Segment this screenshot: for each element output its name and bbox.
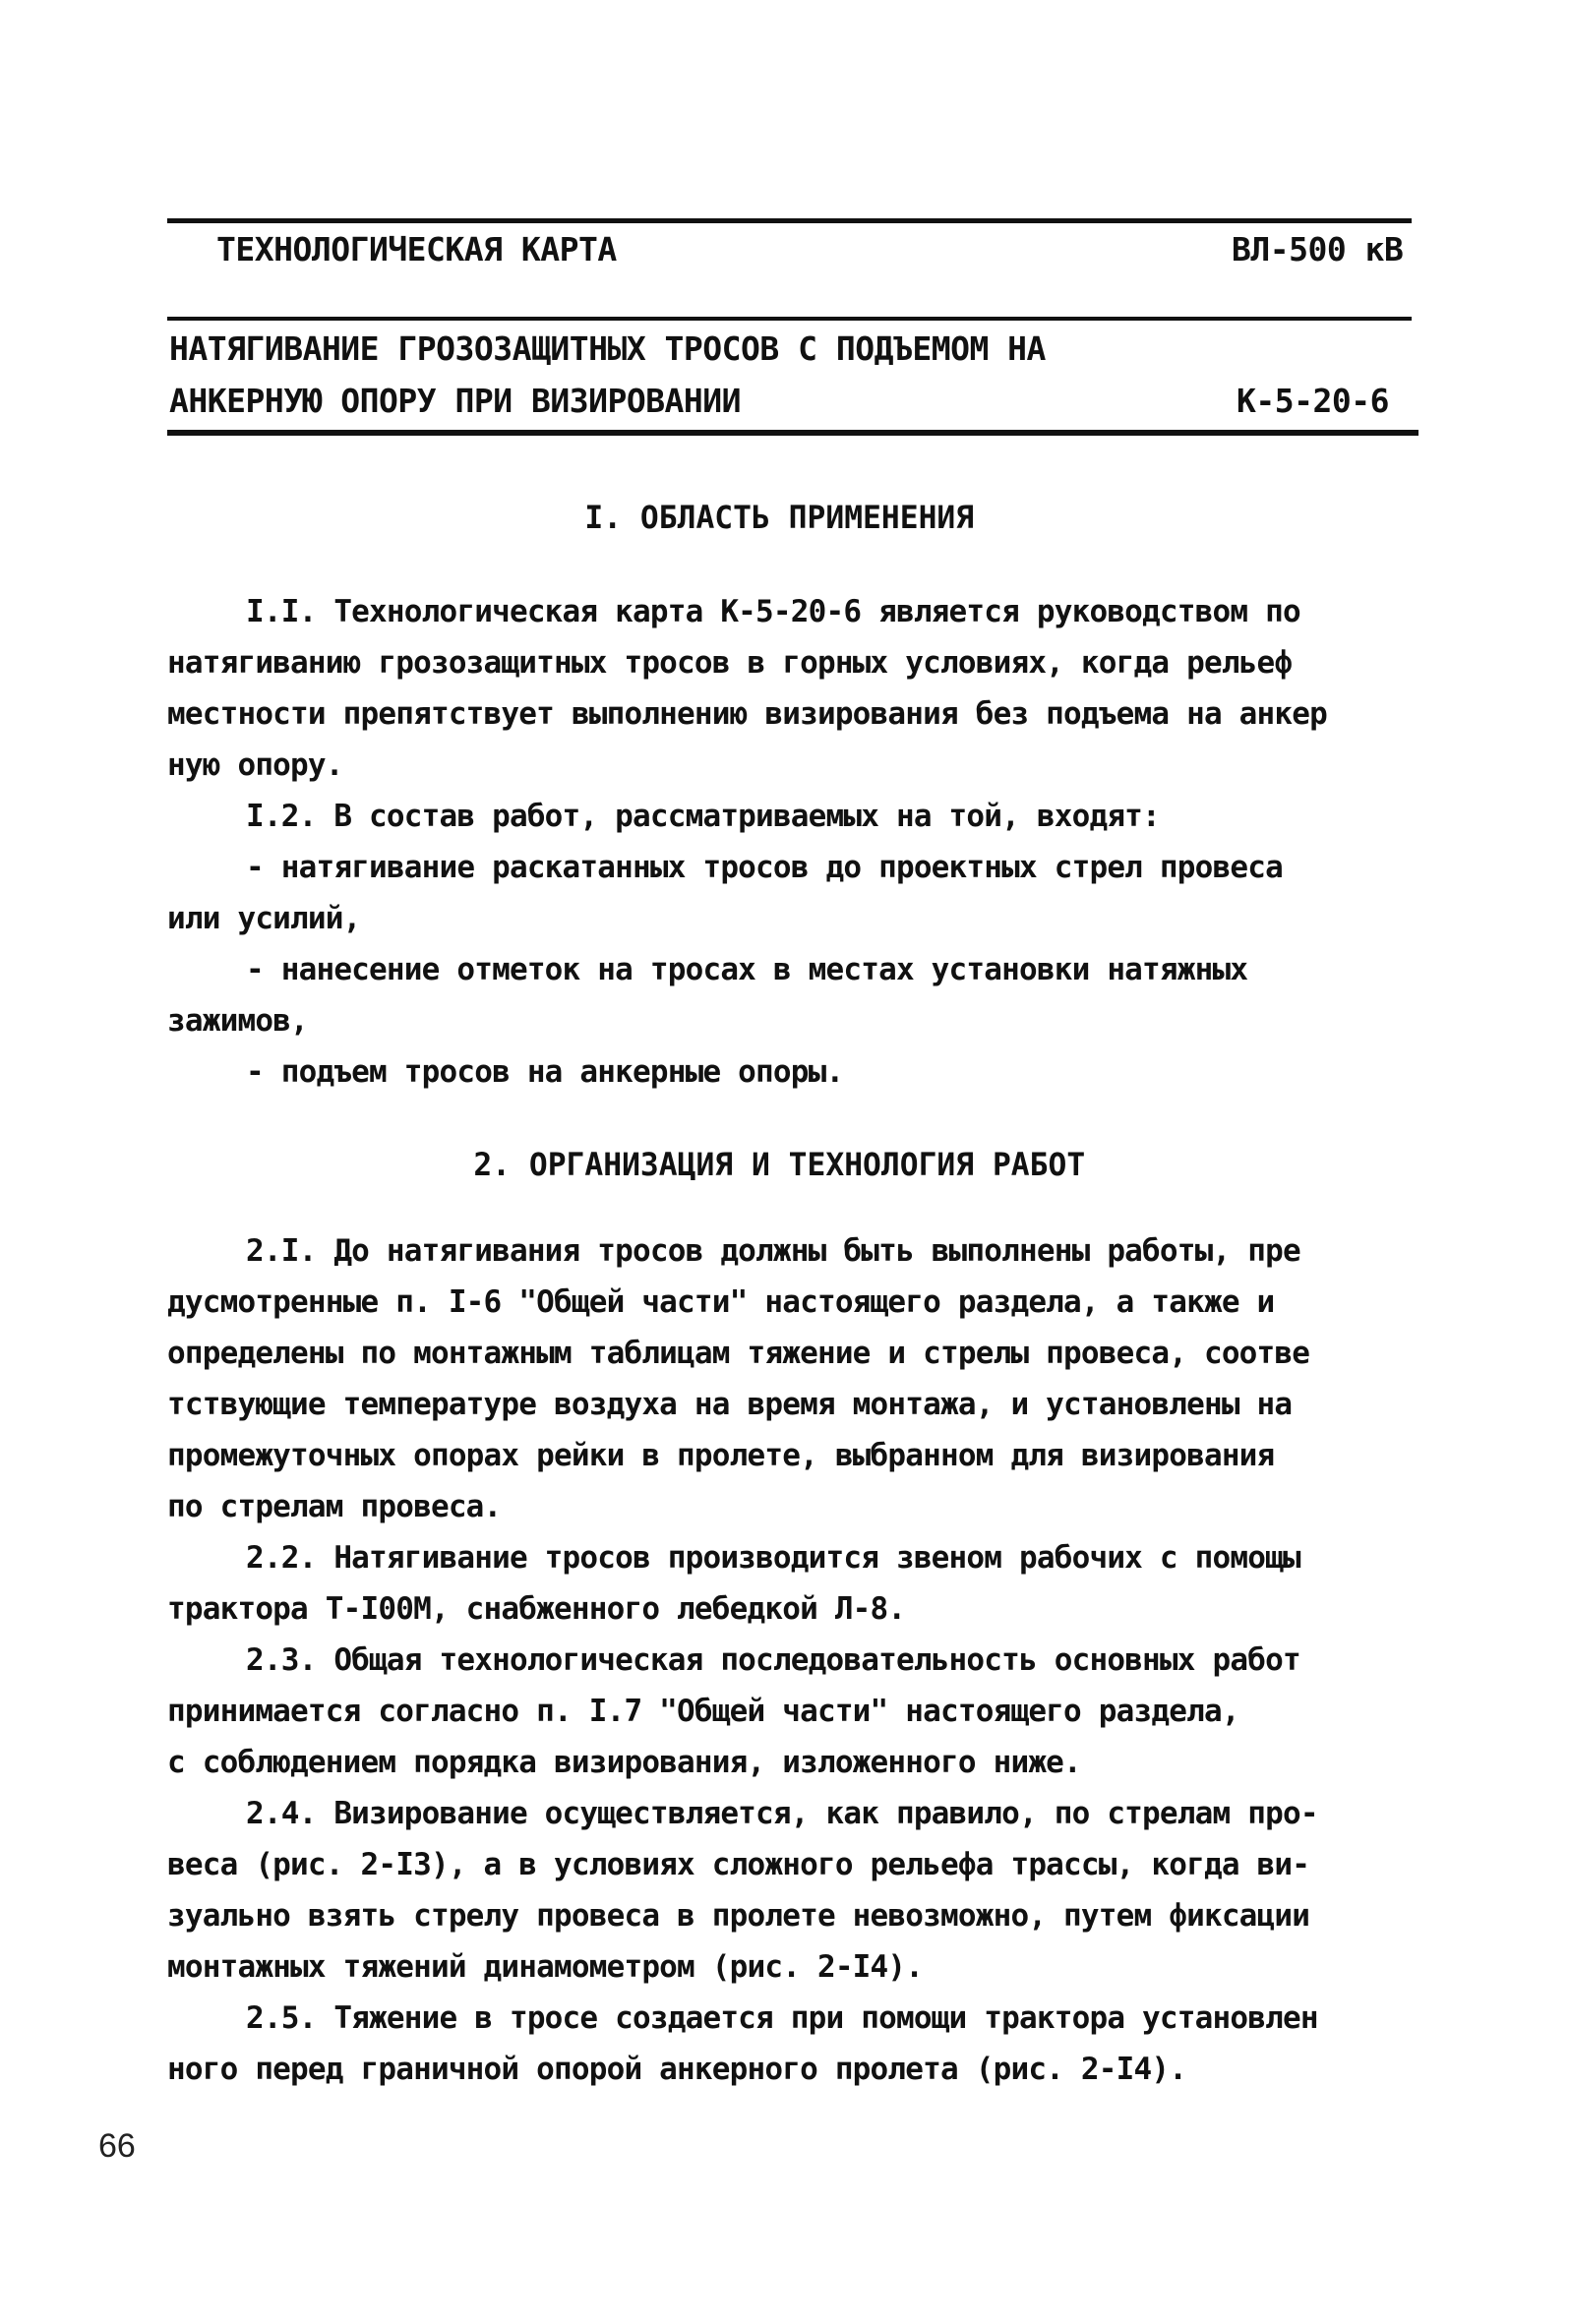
section-2-line: тствующие температуре воздуха на время монтажа, и установлены на <box>167 1387 1293 1422</box>
section-2-line: дусмотренные п. I-6 "Общей части" настоящего раздела, а также и <box>167 1284 1275 1320</box>
line-code: ВЛ-500 кВ <box>1232 230 1404 268</box>
section-1-line: - нанесение отметок на тросах в местах установки натяжных <box>246 952 1248 987</box>
section-1-line: - подъем тросов на анкерные опоры. <box>246 1054 844 1090</box>
document-subtitle-line-1: НАТЯГИВАНИЕ ГРОЗОЗАЩИТНЫХ ТРОСОВ С ПОДЪЕМОМ НА <box>169 329 1046 368</box>
section-1-line: ную опору. <box>167 747 343 783</box>
header-middle-rule <box>167 317 1412 321</box>
card-number: К-5-20-6 <box>1237 382 1389 420</box>
section-1-title: I. ОБЛАСТЬ ПРИМЕНЕНИЯ <box>584 499 975 536</box>
section-1-line: I.I. Технологическая карта К-5-20-6 является руководством по <box>246 594 1300 629</box>
page-number: 66 <box>98 2127 136 2165</box>
section-1-line: зажимов, <box>167 1003 308 1039</box>
section-2-line: 2.2. Натягивание тросов производится звеном рабочих с помощы <box>246 1540 1300 1576</box>
section-2-line: ного перед граничной опорой анкерного пролета (рис. 2-I4). <box>167 2052 1187 2087</box>
section-2-line: веса (рис. 2-I3), а в условиях сложного рельефа трассы, когда ви- <box>167 1847 1310 1882</box>
section-2-line: по стрелам провеса. <box>167 1489 502 1524</box>
section-2-line: 2.3. Общая технологическая последовательность основных работ <box>246 1642 1300 1678</box>
section-1-line: или усилий, <box>167 901 361 936</box>
document-subtitle-line-2: АНКЕРНУЮ ОПОРУ ПРИ ВИЗИРОВАНИИ <box>169 382 742 420</box>
header-top-rule <box>167 218 1412 223</box>
section-2-line: 2.4. Визирование осуществляется, как правило, по стрелам про- <box>246 1796 1318 1831</box>
section-2-line: трактора Т-I00М, снабженного лебедкой Л-8. <box>167 1591 906 1627</box>
section-1-line: I.2. В состав работ, рассматриваемых на той, входят: <box>246 799 1160 834</box>
section-2-line: принимается согласно п. I.7 "Общей части" настоящего раздела, <box>167 1694 1239 1729</box>
section-1-line: натягиванию грозозащитных тросов в горных условиях, когда рельеф <box>167 645 1293 681</box>
section-1-line: - натягивание раскатанных тросов до проектных стрел провеса <box>246 850 1283 885</box>
section-2-line: определены по монтажным таблицам тяжение и стрелы провеса, соотве <box>167 1336 1310 1371</box>
section-2-line: 2.I. До натягивания тросов должны быть выполнены работы, пре <box>246 1233 1300 1269</box>
header-bottom-rule <box>167 430 1418 436</box>
section-2-line: промежуточных опорах рейки в пролете, выбранном для визирования <box>167 1438 1275 1473</box>
section-2-line: 2.5. Тяжение в тросе создается при помощи трактора установлен <box>246 2000 1318 2036</box>
document-type-title: ТЕХНОЛОГИЧЕСКАЯ КАРТА <box>216 230 617 268</box>
section-2-line: монтажных тяжений динамометром (рис. 2-I4). <box>167 1949 924 1985</box>
section-2-line: с соблюдением порядка визирования, изложенного ниже. <box>167 1745 1081 1780</box>
section-1-line: местности препятствует выполнению визирования без подъема на анкер <box>167 696 1327 732</box>
section-2-line: зуально взять стрелу провеса в пролете невозможно, путем фиксации <box>167 1898 1310 1934</box>
section-2-title: 2. ОРГАНИЗАЦИЯ И ТЕХНОЛОГИЯ РАБОТ <box>473 1146 1086 1183</box>
